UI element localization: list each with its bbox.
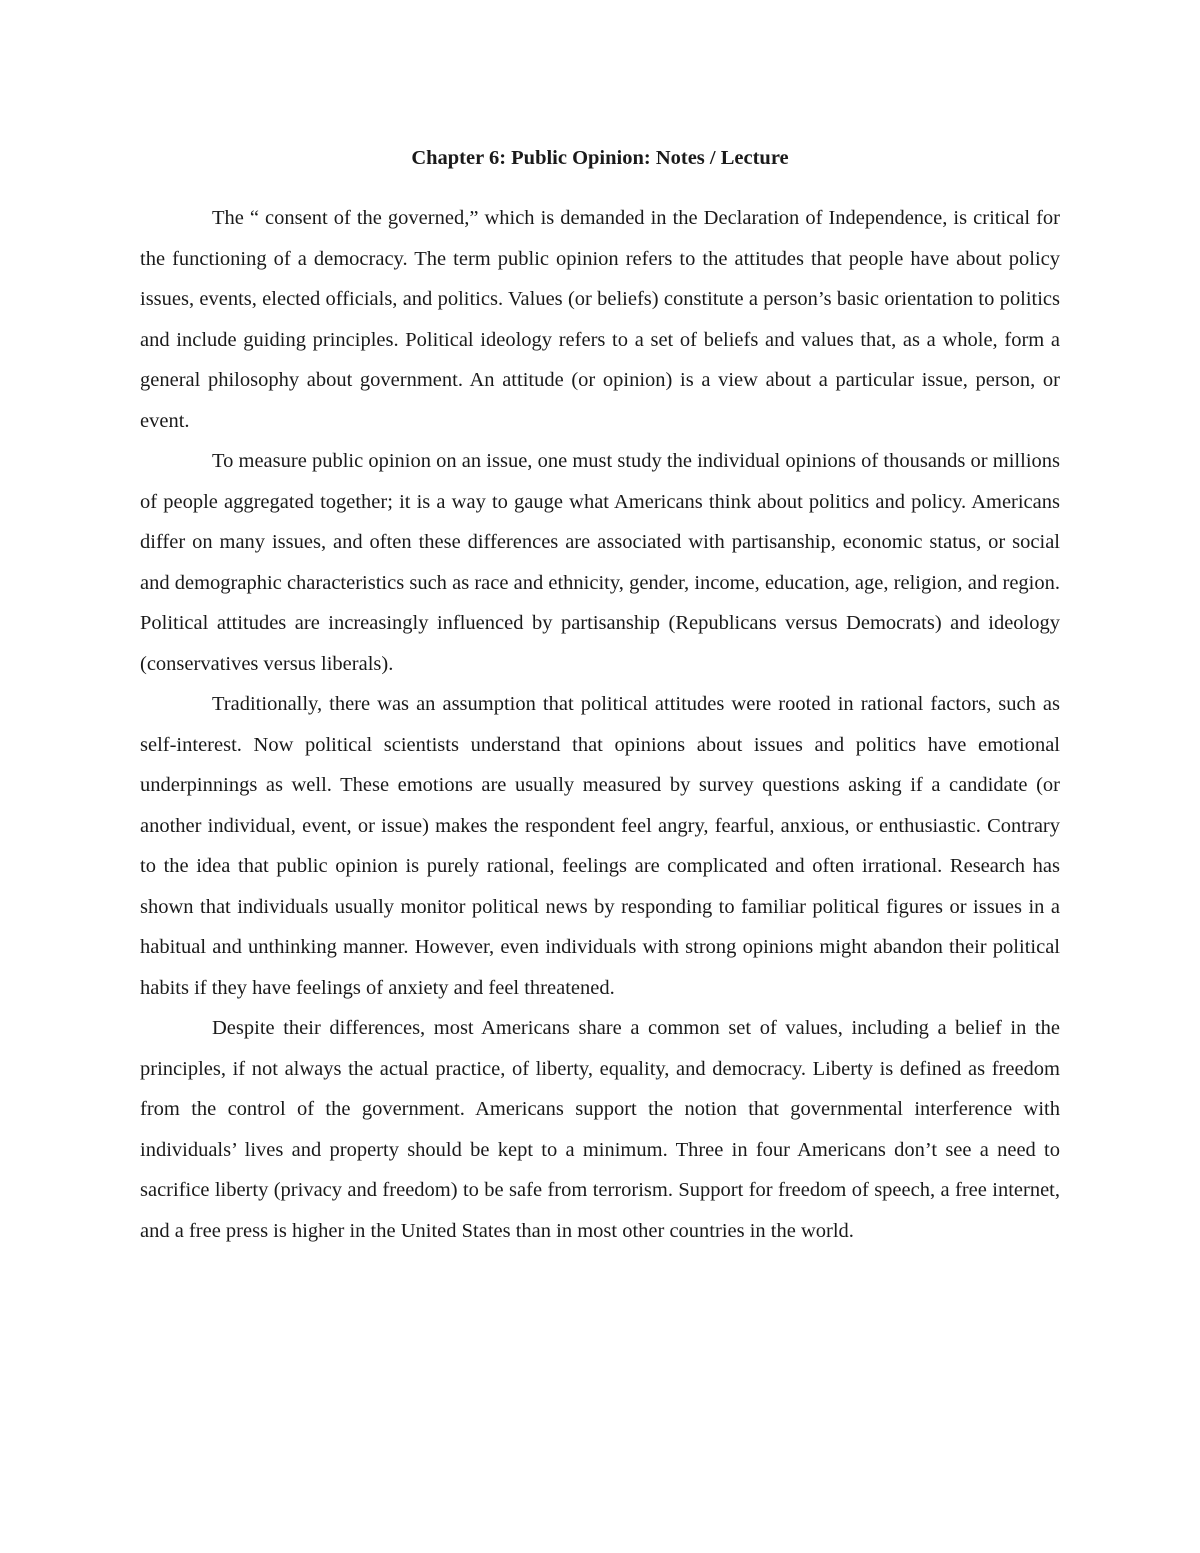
paragraph-shared-values: Despite their differences, most Americans share a common set of values, including a belief in the principles, if not always the actual practice, of liberty, equality, and democracy. Liberty is defined as freedom from the control of the government. Americans support the notion that governmental interference with individuals’ lives and property should be kept to a minimum. Three in four Americans don’t see a need to sacrifice liberty (privacy and freedom) to be safe from terrorism. Support for freedom of speech, a free internet, and a free press is higher in the United States than in most other countries in the world.: [140, 1017, 1060, 1242]
paragraph-emotional-underpinnings: Traditionally, there was an assumption that political attitudes were rooted in rational factors, such as self-interest. Now political scientists understand that opinions about issues and politics have emotional underpinnings as well. These emotions are usually measured by survey questions asking if a candidate (or another individual, event, or issue) makes the respondent feel angry, fearful, anxious, or enthusiastic. Contrary to the idea that public opinion is purely rational, feelings are complicated and often irrational. Research has shown that individuals usually monitor political news by responding to familiar political figures or issues in a habitual and unthinking manner. However, even individuals with strong opinions might abandon their political habits if they have feelings of anxiety and feel threatened.: [140, 693, 1060, 999]
page-title: Chapter 6: Public Opinion: Notes / Lecture: [411, 147, 789, 169]
paragraph-measuring-opinion: To measure public opinion on an issue, one must study the individual opinions of thousands or millions of people aggregated together; it is a way to gauge what Americans think about politics and policy. Americans differ on many issues, and often these differences are associated with partisanship, economic status, or social and demographic characteristics such as race and ethnicity, gender, income, education, age, religion, and region. Political attitudes are increasingly influenced by partisanship (Republicans versus Democrats) and ideology (conservatives versus liberals).: [140, 450, 1060, 675]
document-page: [140, 138, 1060, 1251]
paragraph-consent-of-governed: The “ consent of the governed,” which is demanded in the Declaration of Independence, is critical for the functioning of a democracy. The term public opinion refers to the attitudes that people have about policy issues, events, elected officials, and politics. Values (or beliefs) constitute a person’s basic orientation to politics and include guiding principles. Political ideology refers to a set of beliefs and values that, as a whole, form a general philosophy about government. An attitude (or opinion) is a view about a particular issue, person, or event.: [140, 207, 1060, 432]
